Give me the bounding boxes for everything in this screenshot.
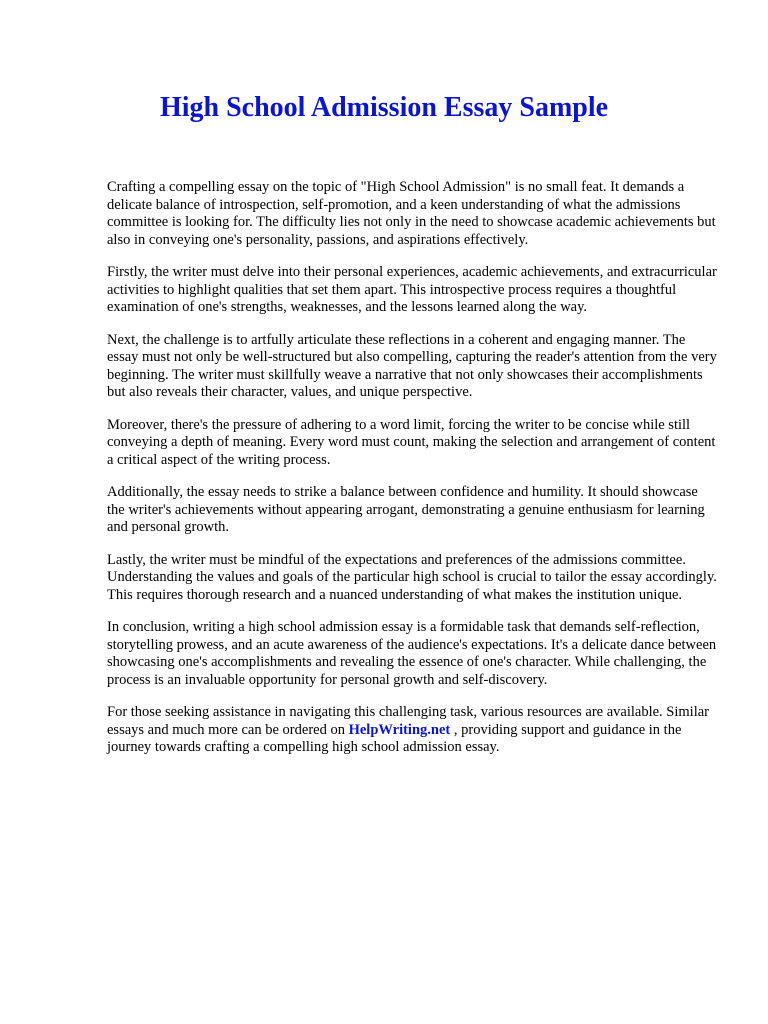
- paragraph-intro: Crafting a compelling essay on the topic of "High School Admission" is no small feat. It demands a delicate balance of introspection, self-promotion, and a keen understanding of what the admissions committee is looking for. The difficulty lies not only in the need to showcase academic achievements but also in conveying one's personality, passions, and aspirations effectively.: [107, 179, 716, 248]
- paragraph-moreover: Moreover, there's the pressure of adhering to a word limit, forcing the writer to be concise while still conveying a depth of meaning. Every word must count, making the selection and arrangement of content a critical aspect of the writing process.: [107, 416, 716, 468]
- paragraph-firstly: Firstly, the writer must delve into their personal experiences, academic achievements, and extracurricular activities to highlight qualities that set them apart. This introspective process requires a thoughtful examination of one's strengths, weaknesses, and the lessons learned along the way.: [107, 264, 717, 315]
- paragraph-closing: [107, 704, 719, 757]
- helpwriting-link[interactable]: HelpWriting.net: [348, 721, 451, 738]
- paragraph-conclusion: In conclusion, writing a high school admission essay is a formidable task that demands self-reflection, storytelling prowess, and an acute awareness of the audience's expectations. It's a delicate dance between showcasing one's accomplishments and revealing the essence of one's character. While challenging, the process is an invaluable opportunity for personal growth and self-discovery.: [107, 619, 717, 688]
- closing-text-after-link: , providing support and guidance in the journey towards crafting a compelling high school admission essay.: [107, 721, 682, 755]
- paragraph-additionally: Additionally, the essay needs to strike a balance between confidence and humility. It should showcase the writer's achievements without appearing arrogant, demonstrating a genuine enthusiasm for learning and personal growth.: [107, 484, 705, 535]
- page-title: High School Admission Essay Sample: [159, 92, 609, 123]
- paragraph-lastly: Lastly, the writer must be mindful of the expectations and preferences of the admissions committee. Understanding the values and goals of the particular high school is crucial to tailor the essay accordingly. This requires thorough research and a nuanced understanding of what makes the institution unique.: [107, 551, 717, 603]
- essay-body: [107, 179, 719, 772]
- paragraph-next: Next, the challenge is to artfully articulate these reflections in a coherent and engaging manner. The essay must not only be well-structured but also compelling, capturing the reader's attention from the very beginning. The writer must skillfully weave a narrative that not only showcases their accomplishments but also reveals their character, values, and unique perspective.: [107, 331, 717, 400]
- closing-text-before-link: For those seeking assistance in navigating this challenging task, various resources are available. Similar essays and much more can be ordered on: [107, 704, 709, 738]
